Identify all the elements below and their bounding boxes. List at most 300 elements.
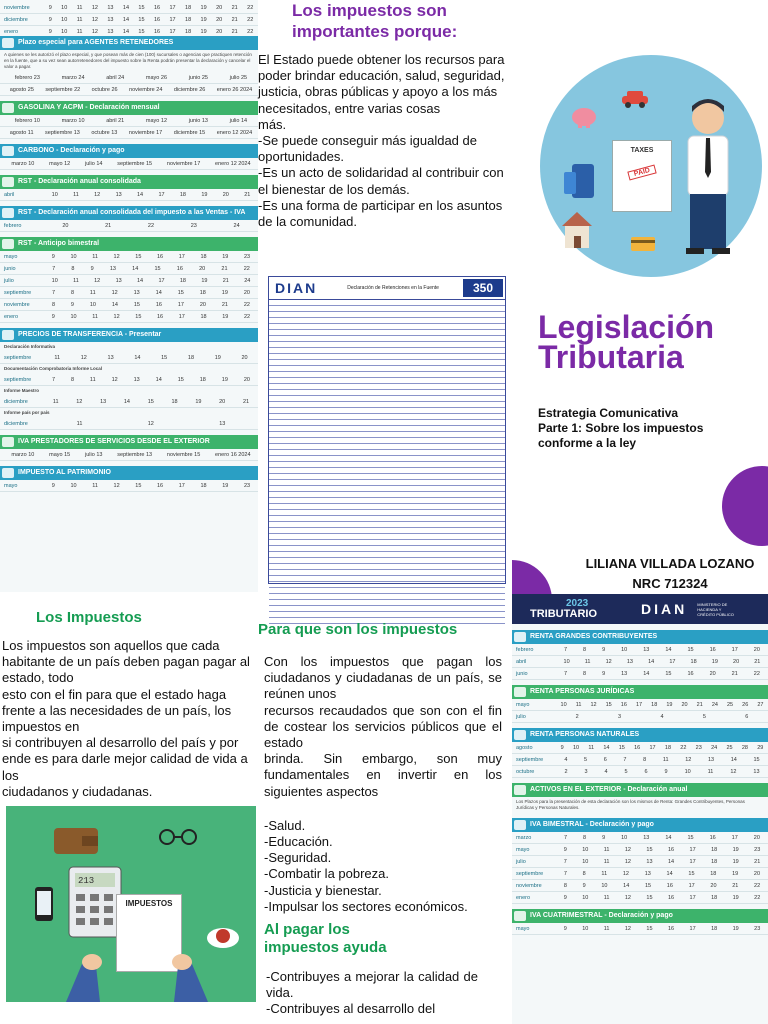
day-number: 15 xyxy=(687,646,694,653)
day-number: 9 xyxy=(70,301,74,308)
calendar-section xyxy=(0,36,258,96)
al-pagar-title xyxy=(258,921,508,957)
cover-subtitle-line2: Parte 1: Sobre los impuestos xyxy=(538,421,704,435)
day-number: 19 xyxy=(200,4,207,11)
month-label: noviembre xyxy=(4,4,30,11)
day-number: 20 xyxy=(243,376,250,383)
day-number: 9 xyxy=(563,894,567,901)
calendar-section-title: PRECIOS DE TRANSFERENCIA - Presentar xyxy=(0,328,258,342)
day-number: 19 xyxy=(732,870,739,877)
day-number: 23 xyxy=(243,253,251,260)
day-number: 10 xyxy=(70,313,77,320)
impuestos-title: Los Impuestos xyxy=(36,609,142,626)
calendar-section-title: IVA CUATRIMESTRAL - Declaración y pago xyxy=(512,909,768,923)
calendar-section xyxy=(512,818,768,904)
cover-subtitle xyxy=(538,406,703,451)
day-number: 11 xyxy=(588,744,595,751)
cover-title-line2: Tributaria xyxy=(538,339,684,375)
day-number: enero 16 2024 xyxy=(215,451,251,458)
day-number: 15 xyxy=(665,670,672,677)
day-number: 14 xyxy=(122,16,130,23)
day-number: 9 xyxy=(48,28,52,35)
day-number: 16 xyxy=(667,894,675,901)
day-number: 14 xyxy=(137,277,144,284)
day-number: octubre 13 xyxy=(91,129,118,136)
day-number: 10 xyxy=(621,834,628,841)
day-number: 12 xyxy=(111,376,118,383)
day-number: 8 xyxy=(563,882,567,889)
importantes-paragraph: -Es una forma de participar en los asuntos de la comunidad. xyxy=(258,197,503,230)
day-number: 19 xyxy=(732,894,739,901)
day-number: 14 xyxy=(132,265,139,272)
calendar-row xyxy=(512,892,768,904)
day-number: 17 xyxy=(731,834,738,841)
day-number: 14 xyxy=(666,870,673,877)
day-number: 23 xyxy=(243,482,251,489)
calendar-section xyxy=(512,783,768,813)
day-number: 18 xyxy=(185,16,192,23)
calendar-row xyxy=(0,84,258,96)
day-number: 15 xyxy=(133,301,140,308)
day-number: 16 xyxy=(709,834,716,841)
calendar-section-title: RENTA PERSONAS JURÍDICAS xyxy=(512,685,768,699)
day-number: 19 xyxy=(200,16,207,23)
day-number: 14 xyxy=(665,834,672,841)
day-number: 9 xyxy=(48,4,52,11)
day-number: 19 xyxy=(732,925,739,932)
day-number: enero 12 2024 xyxy=(215,160,251,167)
dian-logo: DIAN xyxy=(275,280,318,296)
importantes-title-line2: importantes porque: xyxy=(292,22,458,41)
day-number: 21 xyxy=(231,4,238,11)
day-number: 11 xyxy=(92,313,98,320)
month-label: noviembre xyxy=(516,882,542,889)
day-number: 16 xyxy=(667,925,675,932)
calendar-row xyxy=(0,352,258,364)
day-number: 29 xyxy=(757,744,764,751)
day-number: 15 xyxy=(644,882,652,889)
day-number: 18 xyxy=(711,858,718,865)
calendar-row xyxy=(0,158,258,170)
day-number: 22 xyxy=(754,882,761,889)
day-number: 7 xyxy=(563,834,568,841)
list-item: -Salud. xyxy=(264,817,306,833)
day-number: 10 xyxy=(601,882,608,889)
day-number: 10 xyxy=(582,858,589,865)
car-icon xyxy=(620,88,650,108)
day-number: 23 xyxy=(190,222,197,229)
day-number: 17 xyxy=(177,301,184,308)
day-number: febrero 23 xyxy=(14,74,40,81)
month-label: septiembre xyxy=(4,376,32,383)
day-number: 20 xyxy=(753,834,760,841)
day-number: 20 xyxy=(199,265,206,272)
day-number: 20 xyxy=(219,398,226,405)
day-number: 10 xyxy=(563,658,570,665)
day-number: 19 xyxy=(221,289,228,296)
credit-card-icon xyxy=(630,236,656,252)
day-number: 21 xyxy=(231,16,238,23)
day-number: 23 xyxy=(754,925,761,932)
day-number: 20 xyxy=(199,301,206,308)
day-numbers xyxy=(556,659,768,665)
businessman-icon xyxy=(672,92,742,262)
day-number: 16 xyxy=(157,253,164,260)
day-number: 14 xyxy=(137,191,144,198)
day-number: 13 xyxy=(643,646,650,653)
banner-right: MINISTERIO DE HACIENDA Y CRÉDITO PÚBLICO xyxy=(697,601,734,617)
day-number: 12 xyxy=(94,191,101,198)
day-number: 9 xyxy=(560,744,564,751)
day-numbers xyxy=(556,647,768,653)
day-number: mayo 26 xyxy=(145,74,168,81)
calendar-tag-icon xyxy=(514,687,526,697)
day-number: agosto 25 xyxy=(9,86,34,93)
day-number: 15 xyxy=(687,834,694,841)
day-number: junio 13 xyxy=(188,117,208,124)
day-numbers xyxy=(44,290,258,296)
calendar-section-title: IVA PRESTADORES DE SERVICIOS DESDE EL EXTERIOR xyxy=(0,435,258,449)
month-label: mayo xyxy=(516,846,530,853)
day-number: 20 xyxy=(216,4,223,11)
calendar-row xyxy=(0,189,258,201)
purple-accent-circle xyxy=(722,466,768,546)
day-number: 8 xyxy=(70,376,74,383)
calendar-row xyxy=(0,311,258,323)
day-number: 19 xyxy=(222,253,229,260)
day-number: 18 xyxy=(664,744,672,751)
day-number: 20 xyxy=(681,701,688,708)
day-number: 18 xyxy=(187,354,195,361)
day-number: 3 xyxy=(618,713,622,720)
day-number: 12 xyxy=(685,756,692,763)
day-number: julio 14 xyxy=(229,117,248,124)
calendar-row xyxy=(512,656,768,668)
calendar-tag-icon xyxy=(514,785,526,795)
day-number: 12 xyxy=(94,277,101,284)
day-number: 14 xyxy=(623,882,630,889)
day-number: 12 xyxy=(113,482,120,489)
day-number: 20 xyxy=(243,289,250,296)
day-number: 17 xyxy=(158,277,165,284)
day-numbers xyxy=(44,377,258,383)
day-number: 14 xyxy=(648,658,655,665)
calendar-section xyxy=(0,175,258,201)
day-number: 19 xyxy=(222,482,229,489)
calendar-note: Los Plazos para la presentación de esta declaración son los mismos de Renta: Grandes Contribuyentes, Personas Jurídicas y Personas Naturales. xyxy=(516,799,745,810)
calendar-tag-icon xyxy=(2,330,14,340)
day-number: mayo 12 xyxy=(145,117,168,124)
day-number: 18 xyxy=(185,28,192,35)
day-number: 22 xyxy=(243,301,250,308)
calendar-row xyxy=(0,72,258,84)
calendar-top xyxy=(0,0,258,592)
calendar-top-months xyxy=(0,0,258,36)
day-number: 12 xyxy=(147,420,154,427)
month-label: mayo xyxy=(4,482,18,489)
day-number: septiembre 15 xyxy=(117,160,153,167)
day-number: 8 xyxy=(643,756,647,763)
month-label: julio xyxy=(4,277,14,284)
calendar-section-title: RST - Declaración anual consolidada del impuesto a las Ventas - IVA xyxy=(0,206,258,220)
month-label: julio xyxy=(516,858,526,865)
calendar-row xyxy=(512,699,768,711)
day-number: 13 xyxy=(646,858,653,865)
day-number: 21 xyxy=(244,191,251,198)
day-number: 16 xyxy=(157,313,164,320)
day-number: 11 xyxy=(584,658,591,665)
day-number: 13 xyxy=(100,398,107,405)
cover-title xyxy=(538,309,715,375)
day-number: 11 xyxy=(603,894,610,901)
day-number: 12 xyxy=(624,894,631,901)
day-number: noviembre 17 xyxy=(166,160,201,167)
calendar-row xyxy=(0,418,258,430)
month-label: abril xyxy=(4,191,15,198)
nrc-code: NRC 712324 xyxy=(632,576,708,591)
day-numbers xyxy=(44,5,258,11)
day-number: 19 xyxy=(214,354,221,361)
day-number: 12 xyxy=(76,398,83,405)
day-number: 16 xyxy=(153,4,161,11)
para-que-paragraph: Con los impuestos que pagan los ciudadanos y ciudadanas de un país, se reúnen unos xyxy=(264,654,502,702)
calendar-row xyxy=(0,263,258,275)
day-number: 16 xyxy=(155,301,162,308)
day-number: 7 xyxy=(563,670,568,677)
calendar-section-title: IMPUESTO AL PATRIMONIO xyxy=(0,466,258,480)
day-number: 16 xyxy=(153,28,161,35)
day-number: 13 xyxy=(107,354,114,361)
day-numbers xyxy=(44,421,258,427)
day-number: 19 xyxy=(732,858,739,865)
day-number: enero 26 2024 xyxy=(216,86,253,93)
calendar-subheading: Documentación Comprobatoria Informe Local xyxy=(4,366,103,371)
day-number: 14 xyxy=(123,398,130,405)
day-number: 16 xyxy=(709,646,716,653)
para-que-body xyxy=(258,654,508,800)
day-number: 26 xyxy=(742,701,749,708)
calendar-row xyxy=(512,844,768,856)
calendar-section-title: GASOLINA Y ACPM - Declaración mensual xyxy=(0,101,258,115)
day-number: 13 xyxy=(219,420,226,427)
day-number: 12 xyxy=(730,768,737,775)
form-header xyxy=(269,277,505,300)
calendar-section xyxy=(512,728,768,778)
day-number: 18 xyxy=(711,894,718,901)
calendar-tag-icon xyxy=(2,146,14,156)
calendar-row xyxy=(512,923,768,935)
month-label: abril xyxy=(516,658,527,665)
form-rows xyxy=(269,300,505,624)
impuestos-illustration xyxy=(6,806,256,1002)
day-numbers xyxy=(44,483,258,489)
cover-title-line1: Legislación xyxy=(538,309,715,345)
month-label: septiembre xyxy=(516,756,544,763)
calendar-tag-icon xyxy=(514,632,526,642)
calendar-row xyxy=(0,275,258,287)
day-numbers xyxy=(556,714,768,720)
calendar-section-title: RENTA PERSONAS NATURALES xyxy=(512,728,768,742)
day-number: 11 xyxy=(601,870,608,877)
calendar-section-title: Plazo especial para AGENTES RETENEDORES xyxy=(0,36,258,50)
day-number: 10 xyxy=(70,253,77,260)
calendar-section-title: RST - Anticipo bimestral xyxy=(0,237,258,251)
day-number: mayo 15 xyxy=(49,451,71,458)
day-number: 10 xyxy=(61,4,68,11)
day-number: 17 xyxy=(689,846,696,853)
cover-panel xyxy=(512,0,768,600)
para-que-list xyxy=(258,818,508,915)
day-number: noviembre 15 xyxy=(166,451,201,458)
day-number: 10 xyxy=(61,28,68,35)
day-number: 13 xyxy=(644,870,651,877)
day-number: 11 xyxy=(73,277,79,284)
impuestos-line: esto con el fin para que el estado haga frente a las necesidades de un país, los impuestos en xyxy=(2,686,232,735)
day-number: 7 xyxy=(563,646,568,653)
month-label: enero xyxy=(516,894,531,901)
day-number: 11 xyxy=(603,925,610,932)
day-number: 24 xyxy=(233,222,240,229)
day-number: 15 xyxy=(753,756,760,763)
day-number: 19 xyxy=(200,28,207,35)
day-numbers xyxy=(556,671,768,677)
importantes-title-line1: Los impuestos son xyxy=(292,1,447,20)
day-number: 9 xyxy=(90,265,94,272)
calendar-section-title: RENTA GRANDES CONTRIBUYENTES xyxy=(512,630,768,644)
day-number: 11 xyxy=(603,846,610,853)
day-number: 10 xyxy=(621,646,628,653)
day-number: 22 xyxy=(243,265,250,272)
day-number: 9 xyxy=(602,670,606,677)
day-numbers xyxy=(4,87,258,93)
calendar-row xyxy=(512,856,768,868)
day-number: 17 xyxy=(635,701,643,708)
day-number: 21 xyxy=(732,882,739,889)
day-number: 5 xyxy=(702,713,706,720)
list-item: -Contribuyes al desarrollo del xyxy=(266,1001,436,1017)
day-number: 17 xyxy=(178,482,185,489)
calendar-row xyxy=(512,832,768,844)
phone-icon xyxy=(562,162,596,200)
month-label: junio xyxy=(516,670,528,677)
day-number: 14 xyxy=(665,646,672,653)
day-number: 14 xyxy=(155,376,162,383)
calendar-subheading: Declaración Informativa xyxy=(4,344,56,349)
phone-icon xyxy=(34,886,54,922)
day-number: 17 xyxy=(169,4,176,11)
day-number: 17 xyxy=(689,858,696,865)
taxes-document-icon xyxy=(612,140,672,212)
day-number: 8 xyxy=(582,870,586,877)
calendar-section xyxy=(0,101,258,139)
day-number: 14 xyxy=(667,858,675,865)
form-title: Declaración de Retenciones en la Fuente xyxy=(347,285,439,291)
house-icon xyxy=(560,210,594,250)
day-number: 12 xyxy=(113,253,120,260)
month-label: enero xyxy=(4,313,19,320)
day-numbers xyxy=(556,757,768,763)
day-number: 9 xyxy=(51,253,55,260)
day-numbers xyxy=(556,702,768,708)
day-number: 18 xyxy=(179,191,186,198)
day-number: 19 xyxy=(221,376,228,383)
day-numbers xyxy=(4,452,258,458)
day-number: 18 xyxy=(200,253,207,260)
month-label: diciembre xyxy=(4,16,28,23)
day-number: 15 xyxy=(605,701,612,708)
day-number: 18 xyxy=(711,925,718,932)
calendar-section xyxy=(0,466,258,492)
calendar-row xyxy=(512,711,768,723)
day-number: 8 xyxy=(583,670,587,677)
month-label: septiembre xyxy=(4,289,32,296)
day-number: diciembre 15 xyxy=(173,129,206,136)
calendar-row xyxy=(0,220,258,232)
month-label: agosto xyxy=(516,744,533,751)
day-number: 13 xyxy=(107,28,114,35)
month-label: julio xyxy=(516,713,526,720)
day-number: 15 xyxy=(646,846,653,853)
para-que-paragraph: recursos recaudados que son con el fin de costear los servicios públicos que el estado xyxy=(264,702,502,751)
calendar-row xyxy=(512,668,768,680)
day-number: 8 xyxy=(583,834,587,841)
calendar-tag-icon xyxy=(514,911,526,921)
day-number: 11 xyxy=(92,482,98,489)
day-number: 9 xyxy=(602,646,606,653)
day-numbers xyxy=(44,355,258,361)
tax-document-label: IMPUESTOS xyxy=(125,899,173,908)
day-numbers xyxy=(556,847,768,853)
impuestos-line: si contribuyen al desarrollo del país y por ende es para darle mejor calidad de vida a los xyxy=(2,735,248,783)
day-number: 16 xyxy=(667,846,675,853)
day-numbers xyxy=(44,399,258,405)
calculator-icon xyxy=(68,866,122,938)
day-number: 12 xyxy=(91,16,98,23)
day-number: 12 xyxy=(80,354,87,361)
day-number: 20 xyxy=(241,354,248,361)
day-number: 15 xyxy=(138,16,145,23)
day-number: 19 xyxy=(666,701,673,708)
calendar-section-title: IVA BIMESTRAL - Declaración y pago xyxy=(512,818,768,832)
day-number: 10 xyxy=(582,894,589,901)
day-number: 11 xyxy=(76,4,83,11)
day-numbers xyxy=(556,883,768,889)
calendar-row xyxy=(0,127,258,139)
day-number: noviembre 24 xyxy=(129,86,163,93)
day-number: 21 xyxy=(105,222,112,229)
day-number: 10 xyxy=(51,277,58,284)
day-number: 10 xyxy=(582,846,589,853)
day-number: septiembre 13 xyxy=(117,451,153,458)
calendar-tag-icon xyxy=(514,820,526,830)
day-number: 11 xyxy=(54,354,61,361)
day-numbers xyxy=(556,859,768,865)
month-label: mayo xyxy=(516,925,530,932)
day-numbers xyxy=(556,871,768,877)
calendar-row xyxy=(0,449,258,461)
day-number: 15 xyxy=(177,376,184,383)
calendar-section xyxy=(0,206,258,232)
day-number: 27 xyxy=(757,701,764,708)
day-numbers xyxy=(44,266,258,272)
day-number: 18 xyxy=(199,376,206,383)
day-number: 11 xyxy=(89,289,96,296)
day-number: enero 12 2024 xyxy=(216,129,253,136)
day-number: 14 xyxy=(155,289,162,296)
para-que-paragraph: brinda. Sin embargo, son muy fundamentales en invertir en los siguientes aspectos xyxy=(264,751,502,799)
day-number: 12 xyxy=(624,846,631,853)
calendar-section xyxy=(0,144,258,170)
